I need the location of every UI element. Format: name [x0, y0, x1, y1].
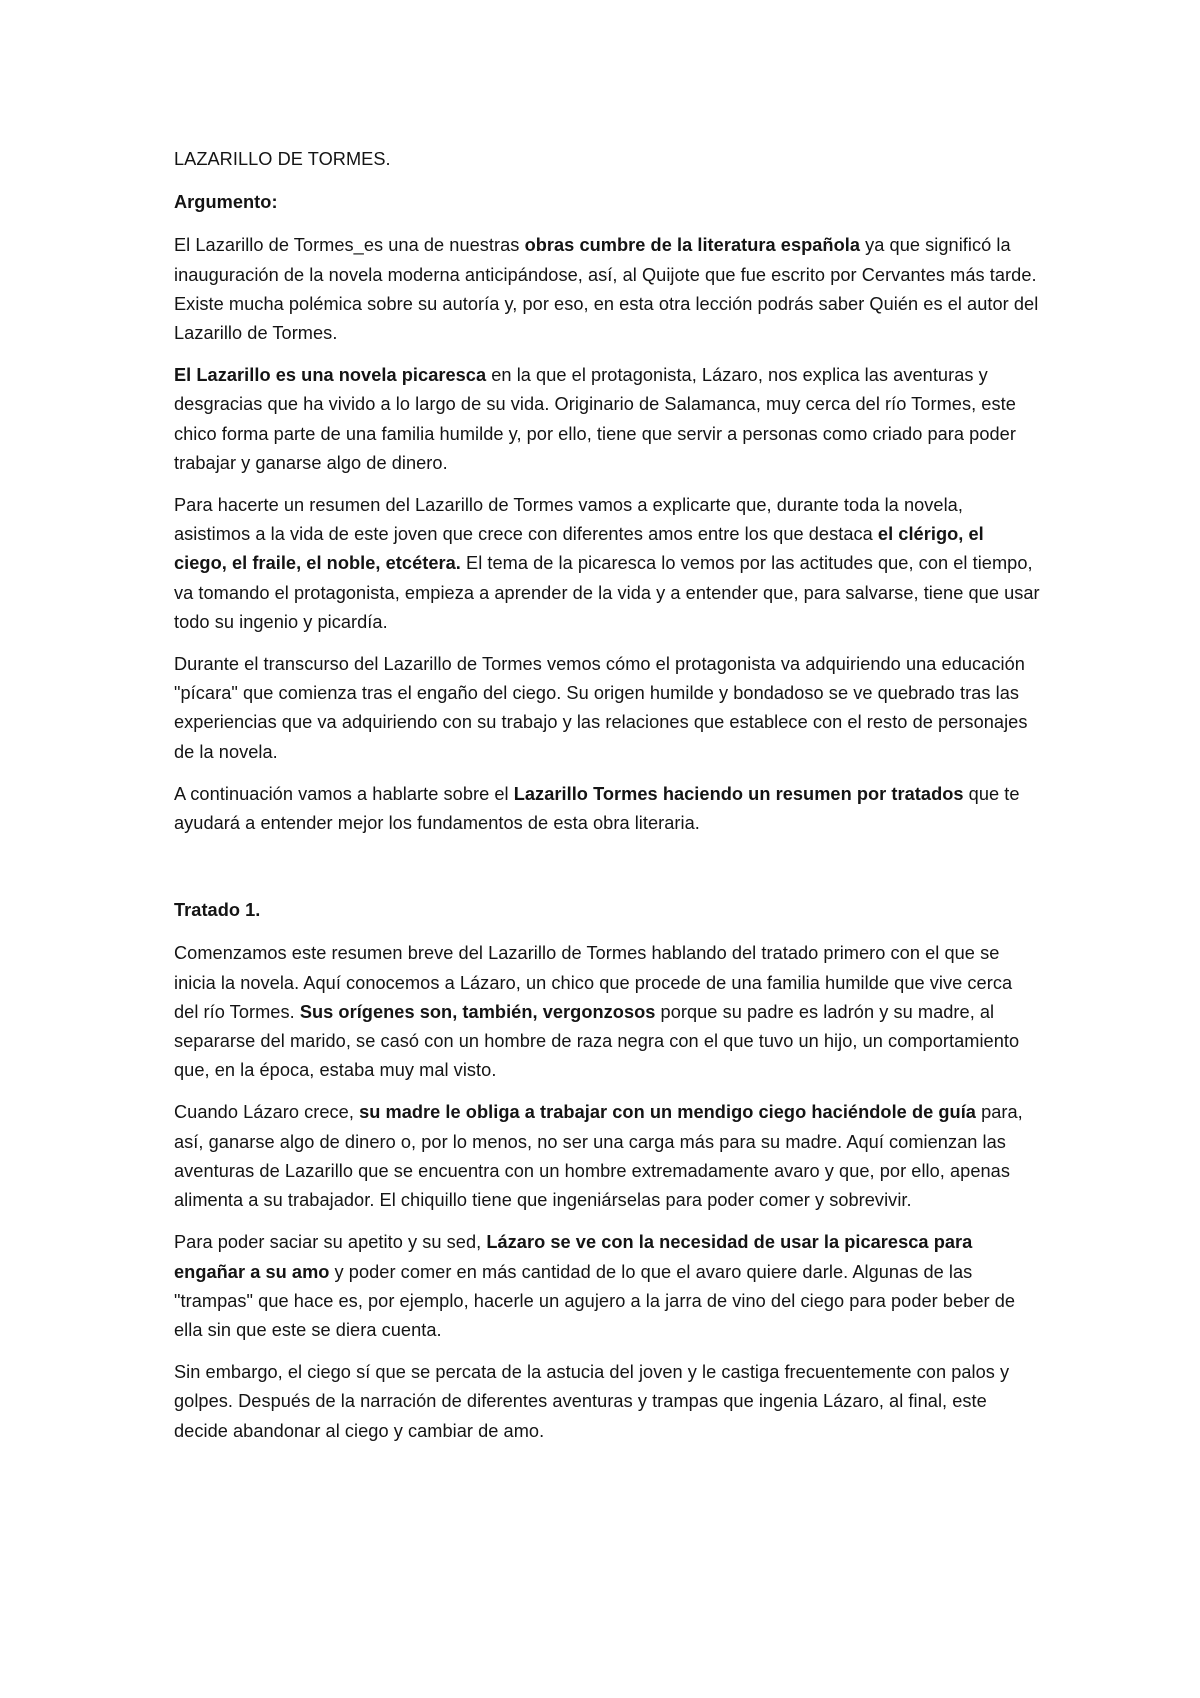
text-run: Comenzamos este resumen breve del Lazarillo de Tormes hablando del tratado primero con el que se inicia la novela. Aquí conocemos a Lázaro, un chico que procede de una familia humilde que vive cerca del río Tormes.	[174, 943, 1013, 1022]
paragraph-resumen	[174, 491, 1040, 637]
document-title: LAZARILLO DE TORMES.	[174, 149, 391, 169]
text-run: Durante el transcurso del Lazarillo de Tormes vemos cómo el protagonista va adquiriendo una educación "pícara" que comienza tras el engaño del ciego. Su origen humilde y bondadoso se ve quebrado tras las experiencias que va adquiriendo con su trabajo y las relaciones que establece con el resto de personajes de la novela.	[174, 654, 1028, 762]
text-run: Para poder saciar su apetito y su sed,	[174, 1232, 487, 1253]
bold-text-run: El Lazarillo es una novela picaresca	[174, 365, 487, 386]
bold-text-run: Lázaro se ve con la necesidad de usar la picaresca para engañar a su amo	[174, 1232, 973, 1282]
paragraph-transcurso	[174, 650, 1040, 767]
bold-text-run: Lazarillo Tormes haciendo un resumen por tratados	[513, 783, 964, 804]
text-run: y poder comer en más cantidad de lo que el avaro quiere darle. Algunas de las "trampas" que hace es, por ejemplo, hacerle un agujero a la jarra de vino del ciego para poder beber de ella sin que este se diera cuenta.	[174, 1261, 1016, 1340]
text-run: que te ayudará a entender mejor los fundamentos de esta obra literaria.	[174, 783, 1020, 834]
text-run: para, así, ganarse algo de dinero o, por lo menos, no ser una carga más para su madre. Aquí comienzan las aventuras de Lazarillo que se encuentra con un hombre extremadamente avaro y que, por ello, apenas alimenta a su trabajador. El chiquillo tiene que ingeniárselas para poder comer y sobrevivir.	[174, 1102, 1023, 1211]
bold-text-run: su madre le obliga a trabajar con un mendigo ciego haciéndole de guía	[359, 1102, 976, 1123]
tratado-heading: Tratado 1.	[174, 900, 261, 921]
paragraph-tratado-intro	[174, 939, 1040, 1085]
text-run: Cuando Lázaro crece,	[174, 1102, 360, 1123]
text-run: El tema de la picaresca lo vemos por las actitudes que, con el tiempo, va tomando el protagonista, empieza a aprender de la vida y a entender que, para salvarse, tiene que usar todo su ingenio y picardía.	[174, 553, 1040, 632]
paragraph-novela-picaresca	[174, 361, 1040, 478]
text-run: en la que el protagonista, Lázaro, nos explica las aventuras y desgracias que ha vivido a lo largo de su vida. Originario de Salamanca, muy cerca del río Tormes, este chico forma parte de una familia humilde y, por ello, tiene que servir a personas como criado para poder trabajar y ganarse algo de dinero.	[174, 365, 1016, 473]
paragraph-intro	[174, 231, 1040, 348]
text-run: ya que significó la inauguración de la novela moderna anticipándose, así, al Quijote que fue escrito por Cervantes más tarde. Existe mucha polémica sobre su autoría y, por eso, en esta otra lección podrás saber Quién es el autor del Lazarillo de Tormes.	[174, 235, 1039, 344]
paragraph-picaresca-amo	[174, 1228, 1040, 1345]
paragraph-continuacion	[174, 780, 1040, 838]
text-run: A continuación vamos a hablarte sobre el	[174, 783, 514, 804]
paragraph-mendigo-ciego	[174, 1098, 1040, 1215]
bold-text-run: Sus orígenes son, también, vergonzosos	[299, 1001, 656, 1022]
argumento-heading: Argumento:	[174, 192, 278, 213]
paragraph-castigo	[174, 1358, 1040, 1446]
section-spacer	[174, 851, 1040, 896]
text-run: Sin embargo, el ciego sí que se percata de la astucia del joven y le castiga frecuentemente con palos y golpes. Después de la narración de diferentes aventuras y trampas que ingenia Lázaro, al final, este decide abandonar al ciego y cambiar de amo.	[174, 1362, 1010, 1441]
text-run: El Lazarillo de Tormes_es una de nuestras	[174, 235, 525, 256]
bold-text-run: el clérigo, el ciego, el fraile, el noble, etcétera.	[174, 524, 984, 574]
bold-text-run: obras cumbre de la literatura española	[524, 235, 861, 256]
text-run: porque su padre es ladrón y su madre, al separarse del marido, se casó con un hombre de raza negra con el que tuvo un hijo, un comportamiento que, en la época, estaba muy mal visto.	[174, 1001, 1020, 1081]
text-run: Para hacerte un resumen del Lazarillo de Tormes vamos a explicarte que, durante toda la novela, asistimos a la vida de este joven que crece con diferentes amos entre los que destaca	[174, 495, 963, 545]
